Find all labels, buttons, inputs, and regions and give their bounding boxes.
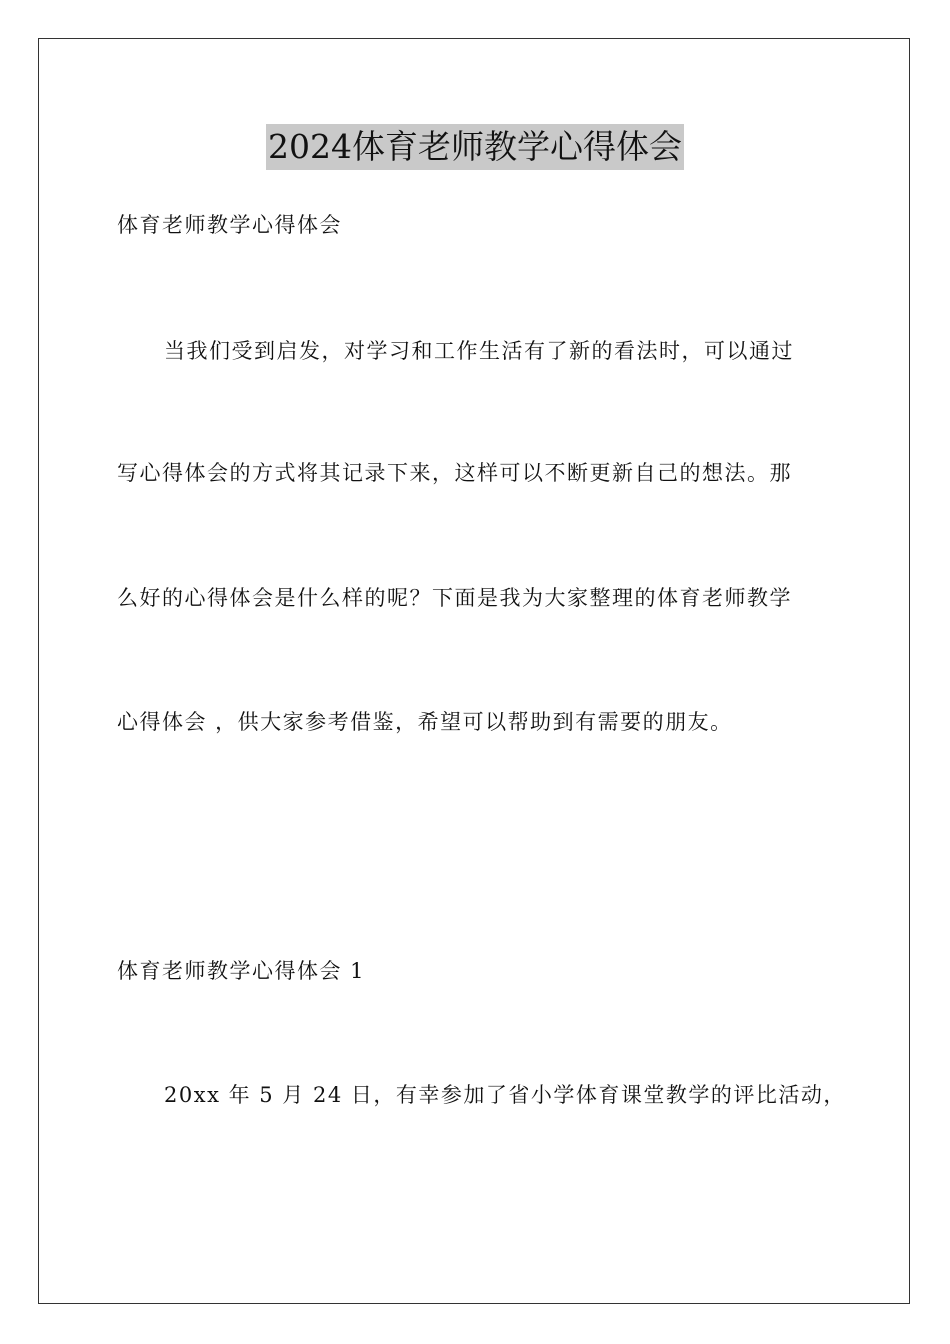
- document-subtitle: 体育老师教学心得体会: [117, 213, 342, 237]
- title-container: [0, 124, 950, 170]
- intro-paragraph-line-4: 心得体会 ，供大家参考借鉴，希望可以帮助到有需要的朋友。: [117, 710, 733, 734]
- intro-paragraph-line-3: 么好的心得体会是什么样的呢？下面是我为大家整理的体育老师教学: [117, 586, 792, 610]
- intro-paragraph-line-1: 当我们受到启发，对学习和工作生活有了新的看法时，可以通过: [164, 339, 794, 363]
- intro-paragraph-line-2: 写心得体会的方式将其记录下来，这样可以不断更新自己的想法。那: [117, 461, 792, 485]
- section-heading: 体育老师教学心得体会 1: [117, 959, 366, 983]
- document-title: 2024体育老师教学心得体会: [266, 124, 684, 170]
- section-paragraph-line-1: 20xx 年 5 月 24 日，有幸参加了省小学体育课堂教学的评比活动，: [164, 1083, 846, 1107]
